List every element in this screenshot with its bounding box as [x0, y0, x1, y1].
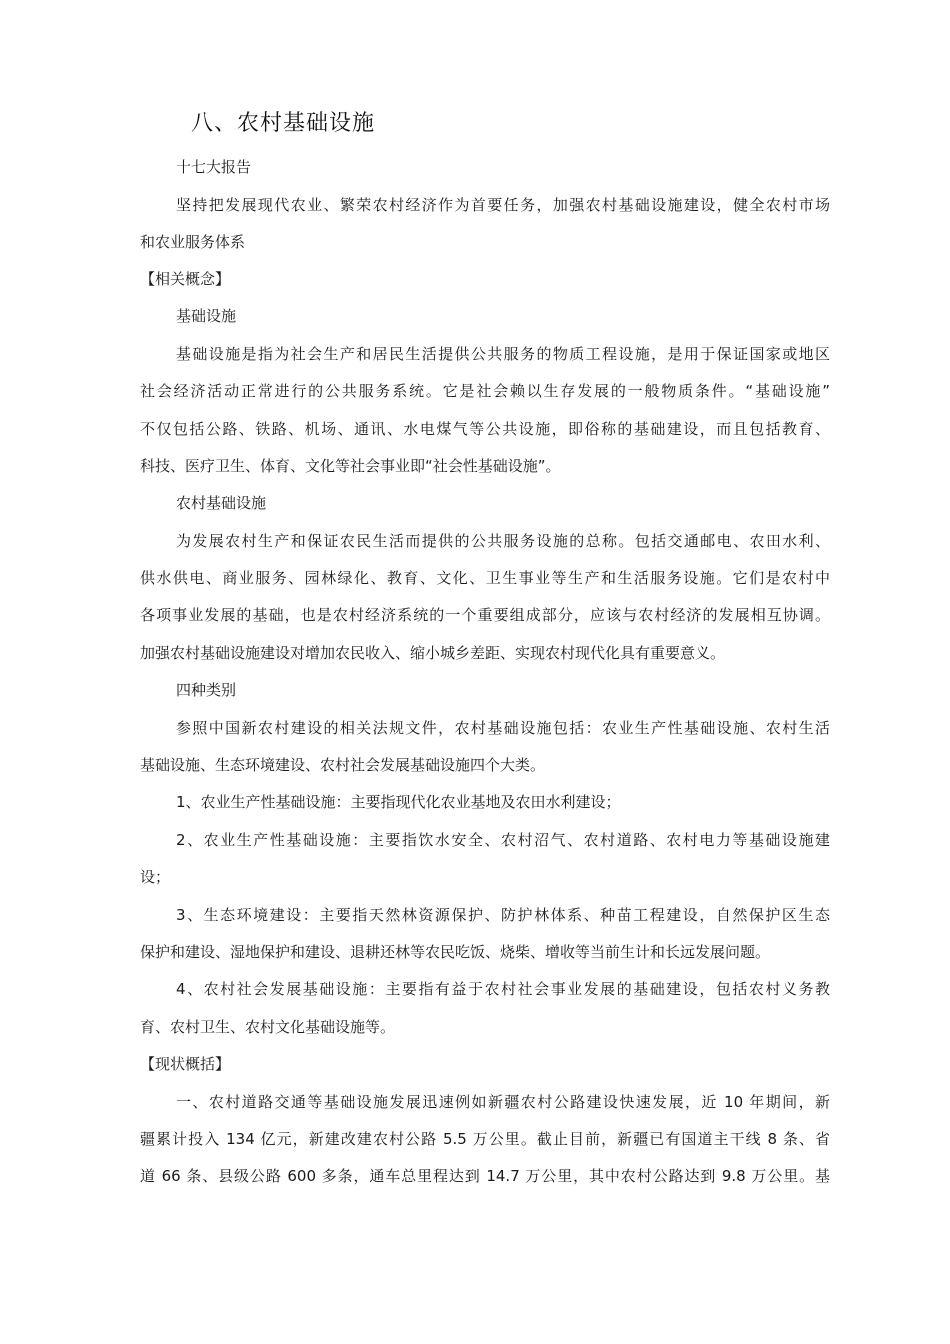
list-item-continuation: 保护和建设、湿地保护和建设、退耕还林等农民吃饭、烧柴、增收等当前生计和长远发展问题。 — [140, 943, 771, 961]
paragraph-line: 参照中国新农村建设的相关法规文件，农村基础设施包括：农业生产性基础设施、农村生活 — [176, 719, 830, 737]
list-item: 1、农业生产性基础设施：主要指现代化农业基地及农田水利建设； — [176, 793, 621, 811]
section-title: 八、农村基础设施 — [191, 111, 376, 136]
list-item: 4、农村社会发展基础设施：主要指有益于农村社会事业发展的基础建设，包括农村义务教 — [176, 980, 830, 998]
paragraph-line: 基础设施是指为社会生产和居民生活提供公共服务的物质工程设施，是用于保证国家或地区 — [176, 345, 830, 363]
section-label-concepts: 【相关概念】 — [140, 270, 231, 288]
paragraph-line: 一、农村道路交通等基础设施发展迅速例如新疆农村公路建设快速发展，近 10 年期间，新 — [176, 1093, 830, 1111]
paragraph-line: 供水供电、商业服务、园林绿化、教育、文化、卫生事业等生产和生活服务设施。它们是农村中 — [140, 569, 830, 587]
paragraph-line: 基础设施、生态环境建设、农村社会发展基础设施四个大类。 — [140, 756, 546, 774]
subheading-report: 十七大报告 — [176, 158, 252, 176]
paragraph-line: 疆累计投入 134 亿元，新建改建农村公路 5.5 万公里。截止目前，新疆已有国道主干线 8 条、省 — [140, 1130, 830, 1148]
list-item-continuation: 设； — [140, 868, 171, 886]
paragraph-line: 社会经济活动正常进行的公共服务系统。它是社会赖以生存发展的一般物质条件。“基础设施” — [140, 382, 830, 400]
subheading-infrastructure: 基础设施 — [176, 307, 237, 325]
paragraph-line: 道 66 条、县级公路 600 多条，通车总里程达到 14.7 万公里，其中农村公路达到 9.8 万公里。基 — [140, 1167, 830, 1185]
paragraph-line: 不仅包括公路、铁路、机场、通讯、水电煤气等公共设施，即俗称的基础建设，而且包括教育、 — [140, 420, 830, 438]
section-label-status: 【现状概括】 — [140, 1055, 231, 1073]
paragraph-line: 为发展农村生产和保证农民生活而提供的公共服务设施的总称。包括交通邮电、农田水利、 — [176, 532, 830, 550]
paragraph-line: 加强农村基础设施建设对增加农民收入、缩小城乡差距、实现农村现代化具有重要意义。 — [140, 644, 726, 662]
subheading-four-categories: 四种类别 — [176, 681, 237, 699]
list-item: 2、农业生产性基础设施：主要指饮水安全、农村沼气、农村道路、农村电力等基础设施建 — [176, 831, 830, 849]
paragraph-line: 科技、医疗卫生、体育、文化等社会事业即“社会性基础设施”。 — [140, 457, 561, 475]
paragraph-line: 坚持把发展现代农业、繁荣农村经济作为首要任务，加强农村基础设施建设，健全农村市场 — [176, 196, 830, 214]
paragraph-line: 各项事业发展的基础，也是农村经济系统的一个重要组成部分，应该与农村经济的发展相互协调。 — [140, 606, 830, 624]
subheading-rural-infrastructure: 农村基础设施 — [176, 494, 267, 512]
list-item: 3、生态环境建设：主要指天然林资源保护、防护林体系、种苗工程建设，自然保护区生态 — [176, 906, 830, 924]
list-item-continuation: 育、农村卫生、农村文化基础设施等。 — [140, 1018, 396, 1036]
paragraph-line: 和农业服务体系 — [140, 233, 246, 251]
